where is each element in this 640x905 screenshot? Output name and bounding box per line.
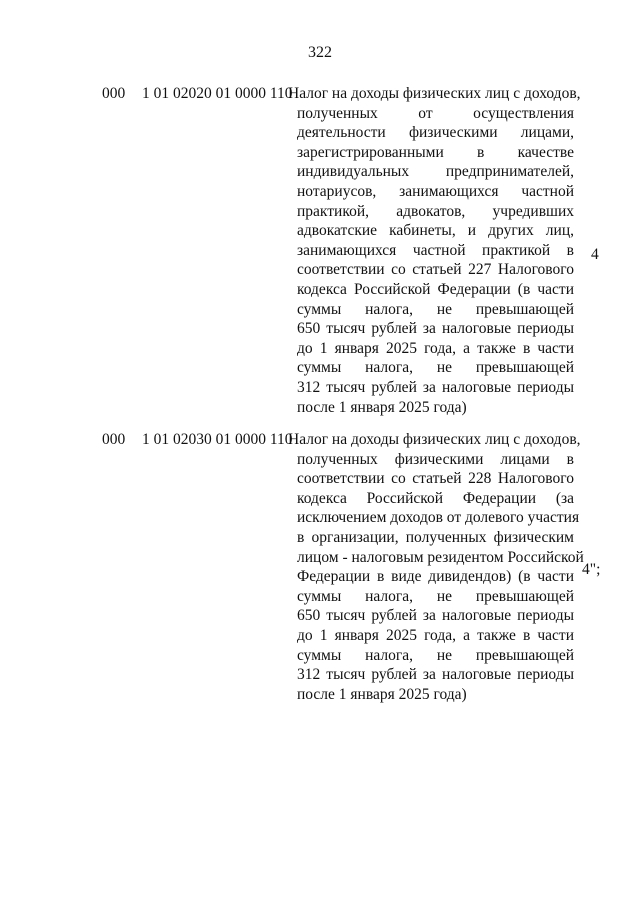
description-line: после 1 января 2025 года) [297, 398, 467, 416]
admin-code: 000 [102, 431, 126, 448]
deduction-norm: 4 [591, 246, 599, 263]
description-line: 312 тысяч рублей за налоговые периоды [297, 666, 574, 684]
description-line: суммы налога, не превышающей [297, 300, 574, 318]
budget-classification-code: 1 01 02030 01 0000 110 [142, 431, 293, 448]
admin-code: 000 [102, 85, 126, 102]
description-line: кодекса Российской Федерации (в части [297, 280, 574, 298]
description-line: после 1 января 2025 года) [297, 685, 467, 703]
description-line: полученных от осуществления [297, 104, 574, 122]
description-line: 650 тысяч рублей за налоговые периоды [297, 320, 574, 338]
description-line: занимающихся частной практикой в [297, 241, 574, 259]
page-number: 322 [308, 44, 332, 61]
description-line: полученных физическими лицами в [297, 450, 574, 468]
description-line: индивидуальных предпринимателей, [297, 163, 574, 181]
description-line: адвокатские кабинеты, и других лиц, [297, 222, 574, 240]
description-line: исключением доходов от долевого участия [297, 509, 580, 527]
description-line: до 1 января 2025 года, а также в части [297, 626, 574, 644]
description-line: практикой, адвокатов, учредивших [297, 202, 574, 220]
description-line: зарегистрированными в качестве [297, 143, 574, 161]
description-line: до 1 января 2025 года, а также в части [297, 339, 574, 357]
description-line: Федерации в виде дивидендов) (в части [297, 568, 574, 586]
description-line: кодекса Российской Федерации (за [297, 489, 574, 507]
description-line: суммы налога, не превышающей [297, 646, 574, 664]
description-line: деятельности физическими лицами, [297, 124, 574, 142]
description-line: суммы налога, не превышающей [297, 587, 574, 605]
budget-classification-code: 1 01 02020 01 0000 110 [142, 85, 293, 102]
description-line: Налог на доходы физических лиц с доходов, [288, 431, 581, 448]
entry-description [288, 84, 581, 417]
description-line: в организации, полученных физическим [297, 528, 574, 546]
entry-description [288, 430, 584, 704]
description-line: 312 тысяч рублей за налоговые периоды [297, 378, 574, 396]
deduction-norm: 4"; [582, 561, 601, 578]
description-line: соответствии со статьей 228 Налогового [297, 470, 574, 488]
description-line: лицом - налоговым резидентом Российской [297, 548, 584, 566]
description-line: 650 тысяч рублей за налоговые периоды [297, 607, 574, 625]
description-line: соответствии со статьей 227 Налогового [297, 261, 574, 279]
description-line: нотариусов, занимающихся частной [297, 182, 574, 200]
description-line: Налог на доходы физических лиц с доходов, [288, 85, 581, 102]
description-line: суммы налога, не превышающей [297, 359, 574, 377]
